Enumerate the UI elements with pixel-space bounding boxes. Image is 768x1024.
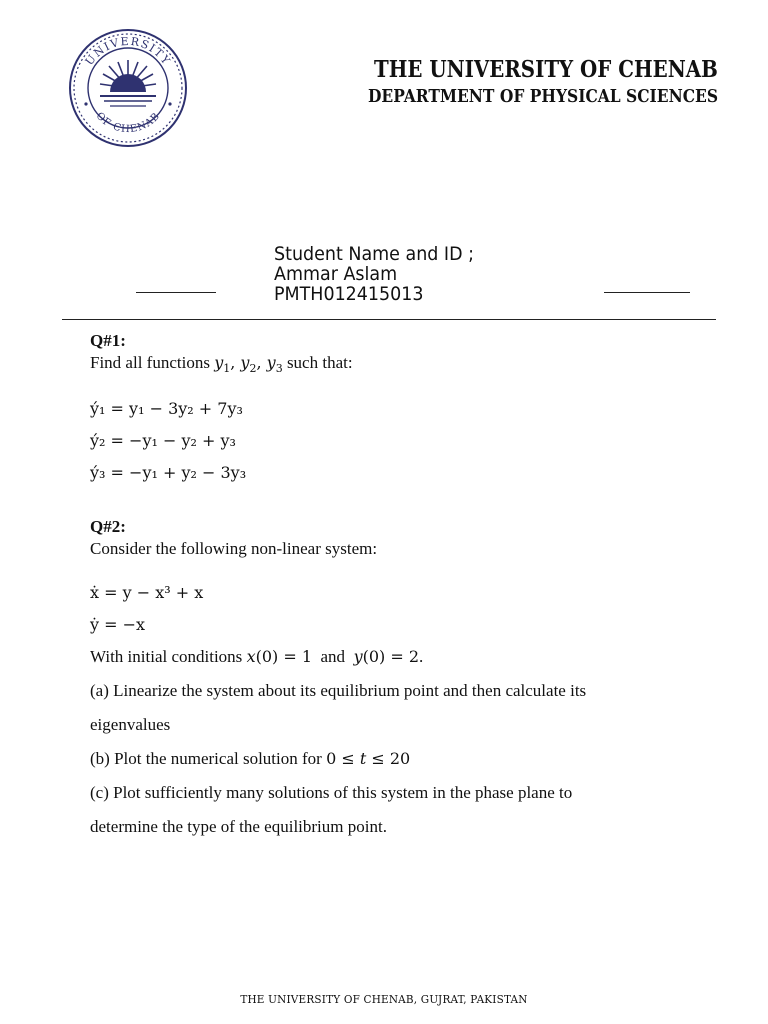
- signature-line-right: [604, 292, 690, 293]
- q1-title: Q#1:: [90, 331, 126, 350]
- student-label: Student Name and ID ;: [274, 243, 474, 265]
- q2-intro: Consider the following non-linear system:: [90, 539, 378, 558]
- student-name: Ammar Aslam: [274, 263, 398, 285]
- q2-part-b-text: (b) Plot the numerical solution for: [90, 749, 327, 768]
- q2-equation-1: ẋ = y − x³ + x: [90, 583, 204, 602]
- page-footer: THE UNIVERSITY OF CHENAB, GUJRAT, PAKISTAN: [240, 993, 528, 1006]
- svg-text:OF CHENAB: [94, 111, 163, 136]
- seal-bottom-text: OF CHENAB: [93, 110, 163, 136]
- q1-equation-1: ý₁ = y₁ − 3y₂ + 7y₃: [90, 399, 243, 418]
- q1-equation-3: ý₃ = −y₁ + y₂ − 3y₃: [90, 463, 247, 482]
- signature-line-left: [136, 292, 216, 293]
- q2-part-a-line2: eigenvalues: [90, 715, 171, 734]
- q2-part-b: (b) Plot the numerical solution for 0 ≤ t ≤ 20: [90, 749, 411, 768]
- university-seal-icon: [66, 26, 190, 150]
- q1-equation-2: ý₂ = −y₁ − y₂ + y₃: [90, 431, 236, 450]
- seal-top-text: UNIVERSITY: [82, 34, 174, 68]
- student-id: PMTH012415013: [274, 283, 424, 305]
- q2-part-c-line2: determine the type of the equilibrium point.: [90, 817, 387, 836]
- q2-ic-prefix: With initial conditions: [90, 647, 247, 666]
- q2-part-c-line1: (c) Plot sufficiently many solutions of this system in the phase plane to: [90, 783, 573, 802]
- q2-equation-2: ẏ = −x: [90, 615, 146, 634]
- q2-title: Q#2:: [90, 517, 126, 536]
- q2-ic-and: and: [312, 647, 354, 666]
- q1-prompt-suffix: such that:: [282, 353, 353, 372]
- q1-prompt: Find all functions $y_1$, $y_2$, $y_3$ such that:: [90, 353, 353, 376]
- student-info: [274, 244, 474, 304]
- q1-prompt-prefix: Find all functions: [90, 353, 215, 372]
- department-name: DEPARTMENT OF PHYSICAL SCIENCES: [367, 86, 718, 107]
- university-name: THE UNIVERSITY OF CHENAB: [374, 56, 718, 83]
- header-divider: [62, 319, 716, 320]
- q2-initial-conditions: With initial conditions x(0) = 1 and y(0) = 2.: [90, 647, 424, 666]
- q2-part-a-line1: (a) Linearize the system about its equilibrium point and then calculate its: [90, 681, 587, 700]
